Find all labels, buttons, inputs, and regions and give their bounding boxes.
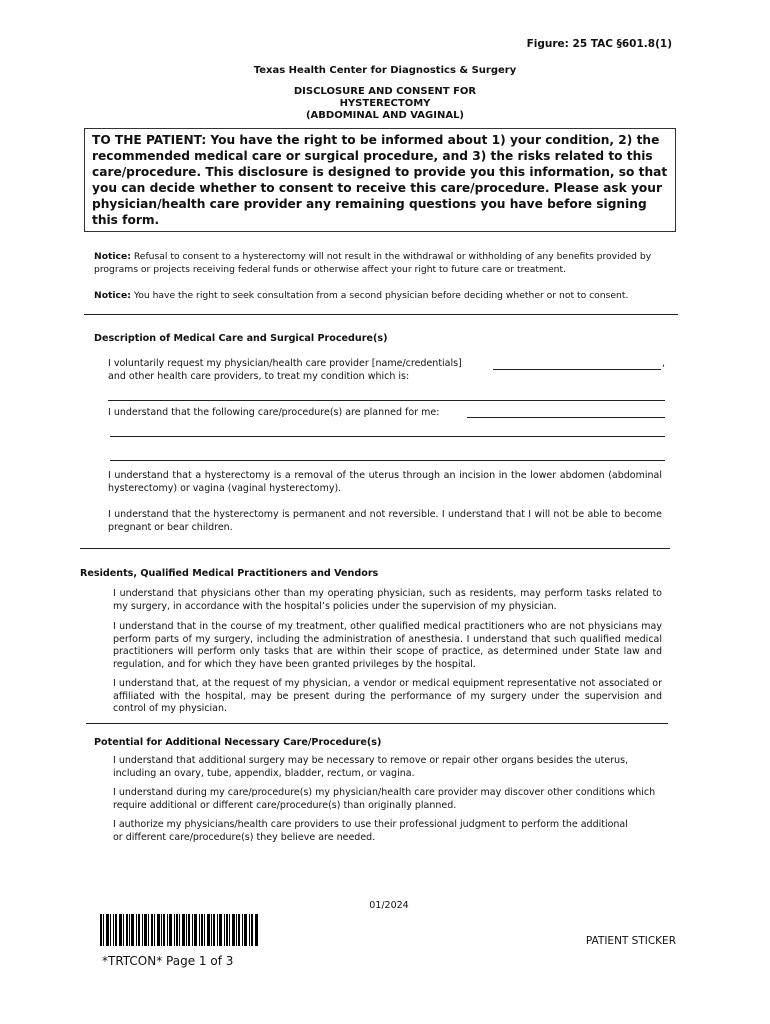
procedure-field-1[interactable] xyxy=(467,417,665,418)
hysterectomy-definition: I understand that a hysterectomy is a removal of the uterus through an incision in the lower abdomen (abdominal hysterectomy) or vagina (vaginal hysterectomy). xyxy=(108,470,662,494)
residents-paragraph-2: I understand that in the course of my treatment, other qualified medical practitioners who are not physicians may perform parts of my surgery, including the administration of anesthesia. I understand that such qualified medical practitioners will perform only tasks that are within their scope of practice, as determined under State law and regulation, and for which they have been granted privileges by the hospital. xyxy=(113,621,662,670)
additional-care-heading: Potential for Additional Necessary Care/Procedure(s) xyxy=(94,737,382,748)
form-title-line3: (ABDOMINAL AND VAGINAL) xyxy=(305,110,465,121)
section-divider xyxy=(80,548,670,549)
residents-paragraph-1: I understand that physicians other than my operating physician, such as residents, may perform tasks related to my surgery, in accordance with the hospital’s policies under the supervision of my physician. xyxy=(113,588,662,612)
form-title-line1: DISCLOSURE AND CONSENT FOR xyxy=(293,86,477,97)
figure-reference: Figure: 25 TAC §601.8(1) xyxy=(526,38,672,50)
notice-label: Notice: xyxy=(94,290,131,301)
patient-rights-box: TO THE PATIENT: You have the right to be informed about 1) your condition, 2) the recommended medical care or surgical procedure, and 3) the risks related to this care/procedure. This disclosure is designed to provide you this information, so that you can decide whether to consent to receive this care/procedure. Please ask your physician/health care provider any remaining questions you have before signing this form. xyxy=(84,128,676,232)
procedure-field-3[interactable] xyxy=(110,460,665,461)
barcode-icon xyxy=(100,914,258,946)
form-version: 01/2024 xyxy=(369,900,409,911)
comma: , xyxy=(662,358,666,369)
additional-paragraph-1: I understand that additional surgery may be necessary to remove or repair other organs besides the uterus, including an ovary, tube, appendix, bladder, rectum, or vagina. xyxy=(113,755,629,779)
permanence-statement: I understand that the hysterectomy is permanent and not reversible. I understand that I will not be able to become pregnant or bear children. xyxy=(108,509,662,533)
notice-label: Notice: xyxy=(94,251,131,262)
form-title-line2: HYSTERECTOMY xyxy=(339,98,431,109)
section-divider xyxy=(84,314,678,315)
request-line-continued: and other health care providers, to treat my condition which is: xyxy=(108,371,410,382)
patient-sticker-area: PATIENT STICKER xyxy=(585,935,676,947)
notice-second-opinion xyxy=(94,289,669,302)
section-divider xyxy=(86,723,668,724)
description-heading: Description of Medical Care and Surgical Procedure(s) xyxy=(94,333,388,344)
notice-federal-benefits xyxy=(94,250,669,276)
request-line: I voluntarily request my physician/health care provider [name/credentials] xyxy=(108,358,462,369)
residents-heading: Residents, Qualified Medical Practitioners and Vendors xyxy=(80,568,379,579)
page-indicator: *TRTCON* Page 1 of 3 xyxy=(102,954,234,968)
residents-paragraph-3: I understand that, at the request of my physician, a vendor or medical equipment representative not associated or affiliated with the hospital, may be present during the performance of my surgery under the supervision and control of my physician. xyxy=(113,678,662,715)
physician-name-field[interactable] xyxy=(493,369,661,370)
notice-text: You have the right to seek consultation from a second physician before deciding whether or not to consent. xyxy=(130,290,629,301)
notice-text: Refusal to consent to a hysterectomy will not result in the withdrawal or withholding of any benefits provided by programs or projects receiving federal funds or otherwise affect your right to future care or treatment. xyxy=(94,251,652,275)
procedure-field-2[interactable] xyxy=(110,436,665,437)
condition-field[interactable] xyxy=(108,400,665,401)
planned-line: I understand that the following care/procedure(s) are planned for me: xyxy=(108,407,440,418)
institution-name: Texas Health Center for Diagnostics & Surgery xyxy=(253,65,517,76)
additional-paragraph-2: I understand during my care/procedure(s) my physician/health care provider may discover other conditions which require additional or different care/procedure(s) than originally planned. xyxy=(113,787,656,811)
additional-paragraph-3: I authorize my physicians/health care providers to use their professional judgment to perform the additional or different care/procedure(s) they believe are needed. xyxy=(113,819,628,843)
